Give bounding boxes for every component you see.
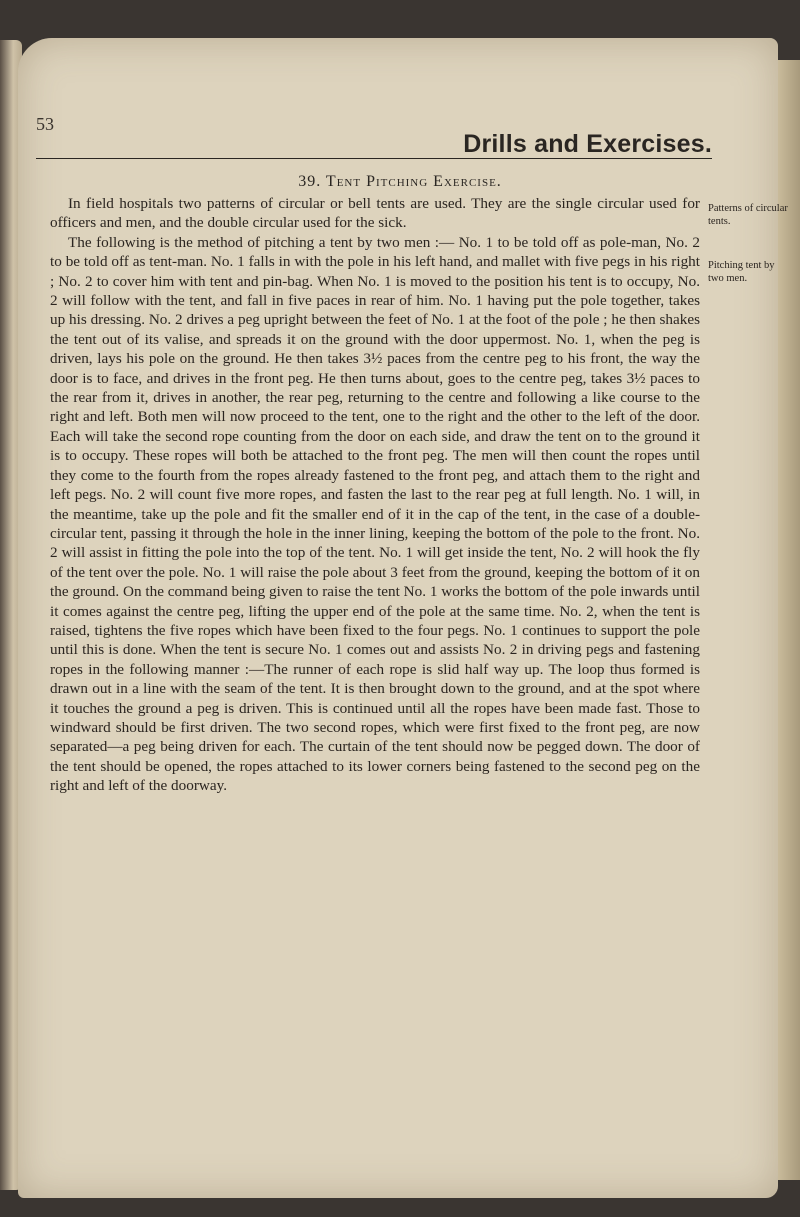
page-number: 53 — [36, 114, 54, 134]
body-text — [50, 194, 700, 796]
margin-note-pitching: Pitching tent by two men. — [708, 260, 775, 284]
running-head: Drills and Exercises. — [463, 130, 712, 158]
paragraph: In field hospitals two patterns of circular or bell tents are used. They are the single circular used for officers and men, and the double circular used for the sick. — [50, 195, 700, 232]
paragraph: The following is the method of pitching a tent by two men :— No. 1 to be told off as pole-man, No. 2 to be told off as tent-man. No. 1 falls in with the pole in his left hand, and mallet with five pegs in his right ; No. 2 to cover him with tent and pin-bag. When No. 1 is moved to the position his tent is to occupy, No. 2 will follow with the tent, and fall in five paces in rear of him. No. 1 having put the pole together, takes up his dressing. No. 2 drives a peg upright between the feet of No. 1 at the foot of the pole ; he then shakes the tent out of its valise, and spreads it on the ground with the door uppermost. No. 1, when the peg is driven, lays his pole on the ground. He then takes 3½ paces from the centre peg to his front, the way the door is to face, and drives in the front peg. He then turns about, goes to the centre peg, takes 3½ paces to the rear from it, drives in another, the rear peg, returning to the centre and following a like course to the right and left. Both men will now proceed to the tent, one to the right and the other to the left of the door. Each will take the second rope counting from the door on each side, and draw the tent on to the ground it is to occupy. These ropes will both be attached to the front peg. The men will then count the ropes until they come to the fourth from the ropes already fastened to the front peg, and attach them to the right and left pegs. No. 2 will count five more ropes, and fasten the last to the rear peg at full length. No. 1 will, in the meantime, take up the pole and fit the smaller end of it in the cap of the tent, in the case of a double-circular tent, passing it through the hole in the inner lining, keeping the bottom of the pole to the front. No. 2 will assist in fitting the pole into the top of the tent. No. 1 will get inside the tent, No. 2 will hook the fly of the tent over the pole. No. 1 will raise the pole about 3 feet from the ground, keeping the bottom of it on the ground. On the command being given to raise the tent No. 1 works the bottom of the pole inwards until it comes against the centre peg, lifting the upper end of the pole at the same time. No. 2, when the tent is raised, tightens the five ropes which have been fixed to the four pegs. No. 1 continues to support the pole until this is done. When the tent is secure No. 1 comes out and assists No. 2 in driving pegs and fastening ropes in the following manner :—The runner of each rope is slid half way up. The loop thus formed is drawn out in a line with the seam of the tent. It is then brought down to the ground, and at the spot where it touches the ground a peg is driven. This is continued until all the ropes have been made fast. Those to windward should be first driven. The two second ropes, which were first fixed to the front peg, are now separated—a peg being driven for each. The curtain of the tent should now be pegged down. The door of the tent should be opened, the ropes attached to its lower corners being fastened to the second peg on the right and left of the doorway. — [50, 233, 700, 795]
page-header — [36, 108, 712, 159]
margin-note-patterns: Patterns of circular tents. — [708, 203, 788, 227]
section-title: 39. Tent Pitching Exercise. — [298, 173, 502, 190]
